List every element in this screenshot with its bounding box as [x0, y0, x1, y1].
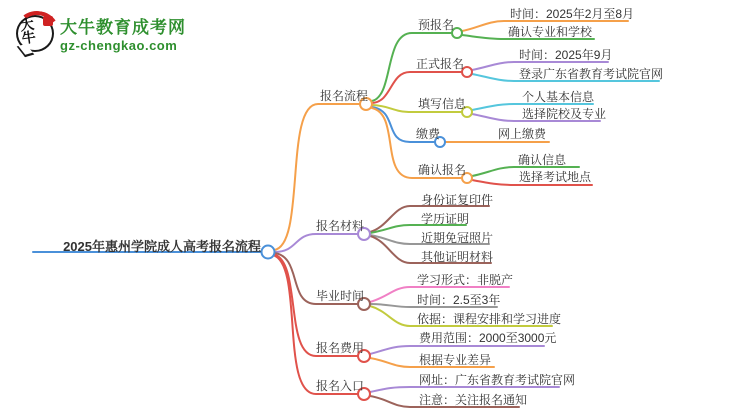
leaf-label: 网上缴费 — [498, 127, 547, 141]
leaf-label: 登录广东省教育考试院官网 — [519, 67, 664, 81]
branch-label-registration-process: 报名流程 — [320, 89, 369, 103]
logo-icon-text: 大牛 — [19, 16, 41, 48]
site-logo — [14, 12, 186, 54]
leaf-label: 时间：2.5至3年 — [417, 293, 501, 307]
leaf-label: 其他证明材料 — [421, 250, 494, 264]
leaf-label: 选择考试地点 — [519, 170, 592, 184]
branch-label-registration-entrance: 报名入口 — [316, 379, 365, 393]
leaf-label: 注意：关注报名通知 — [419, 393, 528, 407]
node-label-confirm-registration: 确认报名 — [418, 163, 467, 177]
leaf-line — [370, 387, 559, 392]
leaf-label: 选择院校及专业 — [522, 107, 607, 121]
leaf-label: 个人基本信息 — [522, 90, 595, 104]
leaf-label: 身份证复印件 — [421, 193, 494, 207]
branch-label-registration-materials: 报名材料 — [316, 219, 365, 233]
root-node-circle — [262, 246, 275, 259]
leaf-label: 学习形式：非脱产 — [417, 273, 514, 287]
leaf-label: 网址：广东省教育考试院官网 — [419, 373, 576, 387]
leaf-label: 学历证明 — [421, 212, 470, 226]
branch-label-graduation-time: 毕业时间 — [316, 289, 365, 303]
daniu-logo-icon — [14, 12, 54, 54]
logo-subtitle: gz-chengkao.com — [60, 38, 178, 53]
leaf-label: 时间：2025年2月至8月 — [510, 7, 635, 21]
leaf-label: 近期免冠照片 — [421, 231, 494, 245]
node-label-pre-registration: 预报名 — [418, 18, 455, 32]
leaf-label: 时间：2025年9月 — [519, 48, 613, 62]
logo-text-block — [60, 13, 186, 53]
node-label-formal-registration: 正式报名 — [416, 57, 465, 71]
node-label-payment: 缴费 — [416, 127, 441, 141]
root-node-label: 2025年惠州学院成人高考报名流程 — [63, 239, 261, 254]
branch-label-registration-fee: 报名费用 — [316, 341, 365, 355]
leaf-label: 费用范围：2000至3000元 — [419, 331, 557, 345]
logo-title: 大牛教育成考网 — [60, 18, 186, 37]
leaf-label: 根据专业差异 — [419, 353, 492, 367]
red-seal-icon — [43, 16, 53, 26]
leaf-label: 依据：课程安排和学习进度 — [417, 312, 562, 326]
leaf-label: 确认信息 — [518, 153, 567, 167]
node-label-fill-info: 填写信息 — [418, 97, 467, 111]
leaf-label: 确认专业和学校 — [508, 25, 593, 39]
branch-line-registration-entrance — [273, 255, 357, 394]
